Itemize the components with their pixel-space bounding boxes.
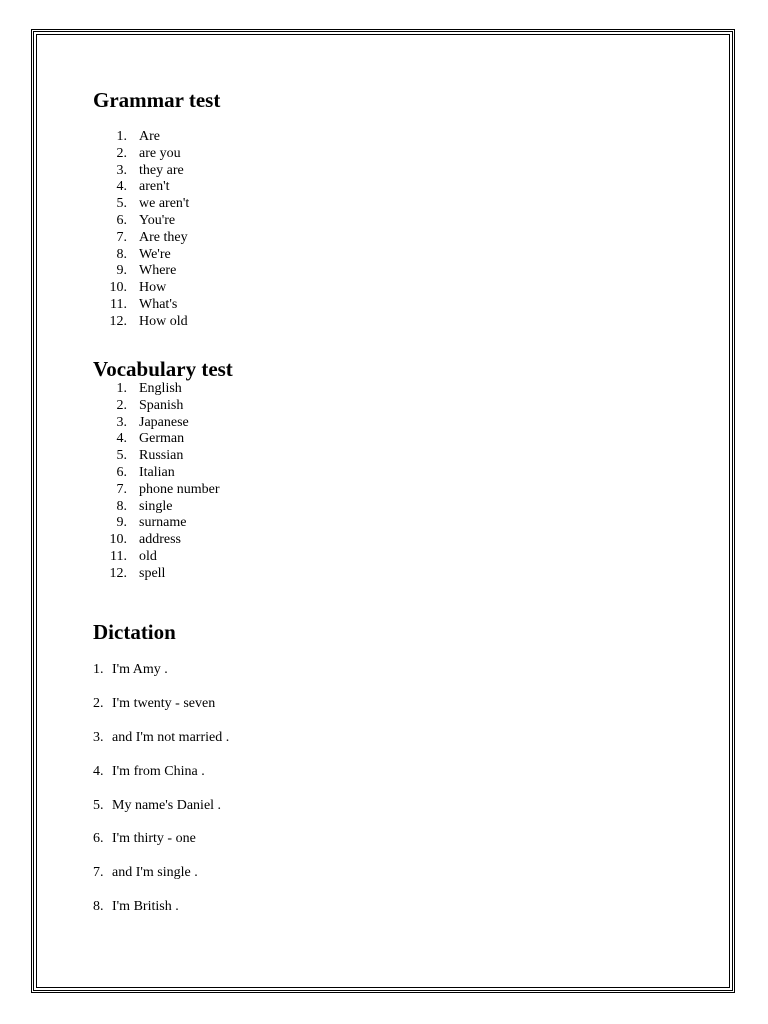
item-number: 2. <box>116 145 127 161</box>
item-number: 7. <box>116 229 127 245</box>
item-number: 7. <box>116 481 127 497</box>
grammar-test-heading: Grammar test <box>93 88 221 112</box>
item-text: address <box>139 532 181 548</box>
item-number: 3. <box>116 414 127 430</box>
item-number: 12. <box>109 565 127 581</box>
item-text: old <box>139 548 157 564</box>
item-number: 3. <box>116 162 127 178</box>
item-text: We're <box>139 246 171 262</box>
item-text: I'm thirty - one <box>112 831 196 847</box>
item-number: 6. <box>93 831 104 847</box>
item-text: phone number <box>139 481 220 497</box>
item-number: 4. <box>116 431 127 447</box>
item-text: we aren't <box>139 196 190 212</box>
item-text: I'm Amy . <box>112 662 168 677</box>
item-text: English <box>139 381 182 396</box>
item-number: 4. <box>93 763 104 779</box>
item-number: 5. <box>93 797 104 813</box>
item-number: 5. <box>116 448 127 464</box>
item-number: 8. <box>116 246 127 262</box>
item-number: 1. <box>93 662 104 677</box>
item-number: 5. <box>116 196 127 212</box>
item-text: You're <box>139 212 176 228</box>
item-number: 6. <box>116 464 127 480</box>
vocabulary-test-heading: Vocabulary test <box>93 357 233 381</box>
item-text: spell <box>139 565 166 581</box>
item-number: 10. <box>109 280 127 296</box>
item-text: How old <box>139 313 188 329</box>
item-text: I'm British . <box>112 899 179 915</box>
item-text: surname <box>139 515 187 531</box>
item-text: Are <box>139 129 160 144</box>
item-number: 8. <box>116 498 127 514</box>
item-number: 1. <box>116 381 127 396</box>
item-number: 1. <box>116 129 127 144</box>
item-text: German <box>139 431 185 447</box>
item-text: Japanese <box>139 414 189 430</box>
item-text: are you <box>139 145 181 161</box>
item-number: 6. <box>116 212 127 228</box>
item-number: 2. <box>116 397 127 413</box>
item-number: 12. <box>109 313 127 329</box>
item-text: Are they <box>139 229 188 245</box>
item-text: and I'm not married . <box>112 729 230 745</box>
item-number: 10. <box>109 532 127 548</box>
item-number: 9. <box>116 515 127 531</box>
item-number: 4. <box>116 179 127 195</box>
item-text: How <box>139 280 167 296</box>
item-text: I'm from China . <box>112 763 205 779</box>
item-text: and I'm single . <box>112 865 198 881</box>
item-number: 8. <box>93 899 104 915</box>
item-number: 3. <box>93 729 104 745</box>
item-text: Where <box>139 263 177 279</box>
item-text: My name's Daniel . <box>112 797 222 813</box>
item-text: they are <box>139 162 184 178</box>
item-number: 7. <box>93 865 104 881</box>
item-number: 11. <box>110 296 127 312</box>
item-number: 2. <box>93 695 104 711</box>
item-number: 9. <box>116 263 127 279</box>
item-text: Italian <box>139 464 175 480</box>
item-text: What's <box>139 296 178 312</box>
item-text: single <box>139 498 173 514</box>
item-text: Russian <box>139 448 184 464</box>
item-text: I'm twenty - seven <box>112 695 216 711</box>
item-text: Spanish <box>139 397 184 413</box>
item-number: 11. <box>110 548 127 564</box>
item-text: aren't <box>139 179 170 195</box>
dictation-heading: Dictation <box>93 620 176 644</box>
